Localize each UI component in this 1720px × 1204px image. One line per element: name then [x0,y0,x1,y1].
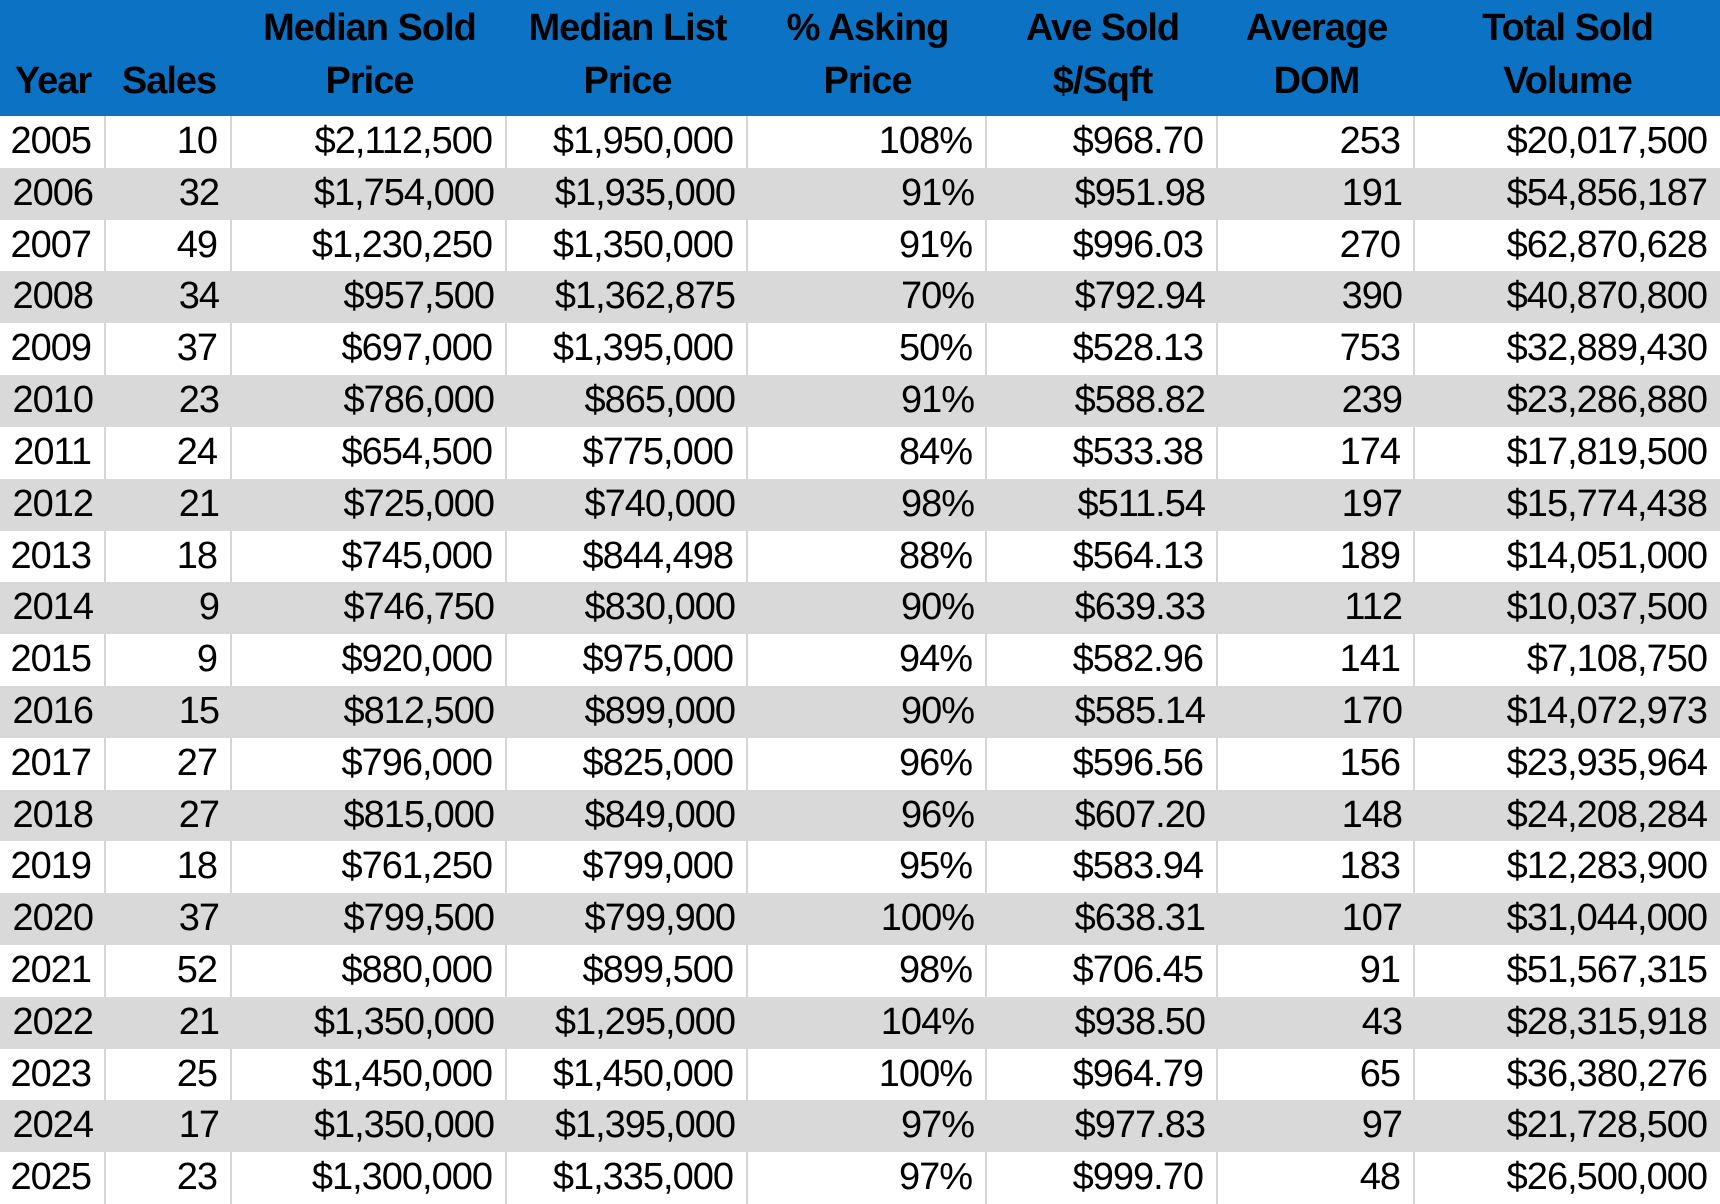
table-cell: 2021 [0,945,106,997]
table-cell: $899,000 [584,689,735,732]
table-cell: $1,350,000 [507,220,748,272]
table-cell: $725,000 [343,482,494,525]
table-cell: $583.94 [987,841,1218,893]
table-cell: 27 [106,738,232,790]
table-cell: 390 [1341,275,1402,318]
table-cell: $1,362,875 [554,275,735,318]
table-row [0,686,1720,738]
table-cell: $1,450,000 [507,1049,748,1101]
table-cell: 174 [1218,427,1415,479]
column-header-median-sold-price [232,0,507,116]
table-cell: 2006 [12,171,93,214]
table-cell: 183 [1218,841,1415,893]
table-cell: 197 [1341,482,1402,525]
table-cell: 98% [748,945,987,997]
table-cell: $1,950,000 [507,116,748,168]
column-header-sales [106,0,232,116]
table-cell: 50% [748,323,987,375]
table-cell: 49 [106,220,232,272]
table-cell: $745,000 [232,531,507,583]
table-cell: $938.50 [1074,1000,1205,1043]
column-header-year [0,0,106,116]
table-cell: $1,350,000 [313,1104,494,1147]
table-cell: $31,044,000 [1506,897,1707,940]
table-cell: $796,000 [232,738,507,790]
table-row [0,271,1720,323]
table-row [0,375,1720,427]
table-cell: $957,500 [343,275,494,318]
table-body [0,116,1720,1204]
table-cell: 253 [1218,116,1415,168]
table-cell: 141 [1218,634,1415,686]
column-header-line1: Median Sold [263,7,476,49]
table-cell: $830,000 [584,586,735,629]
column-header-pct-asking-price [748,0,987,116]
table-cell: $528.13 [987,323,1218,375]
table-cell: $51,567,315 [1506,949,1707,991]
column-header-line1: % Asking [786,7,949,49]
table-cell: 37 [106,323,232,375]
table-cell: 2024 [12,1104,93,1147]
table-cell: 95% [748,841,987,893]
table-cell: 17 [178,1104,219,1147]
table-cell: 104% [880,1000,974,1043]
table-cell: 18 [106,531,232,583]
table-cell: 91% [748,220,987,272]
table-cell: $20,017,500 [1506,120,1707,162]
table-cell: 2007 [0,220,106,272]
table-row [0,893,1720,945]
table-cell: $32,889,430 [1506,327,1707,370]
column-header-line1: Total Sold [1482,7,1653,49]
table-row [0,582,1720,634]
table-cell: 23 [178,379,219,422]
column-header-line1: Average [1245,7,1388,49]
table-cell: 32 [178,171,219,214]
table-cell: $697,000 [232,323,507,375]
table-cell: 2022 [12,1000,93,1043]
table-cell: $21,728,500 [1506,1104,1707,1147]
table-cell: 189 [1218,531,1415,583]
table-cell: 18 [106,841,232,893]
table-cell: $15,774,438 [1506,482,1707,525]
table-cell: $564.13 [987,531,1218,583]
table-cell: 112 [1344,586,1402,629]
table-cell: $968.70 [987,116,1218,168]
table-cell: 2017 [0,738,106,790]
table-cell: 23 [106,1152,232,1204]
table-cell: $844,498 [507,531,748,583]
table-cell: 90% [900,586,974,629]
table-cell: $786,000 [343,379,494,422]
table-cell: $775,000 [507,427,748,479]
table-cell: $799,500 [343,897,494,940]
table-cell: $7,108,750 [1526,638,1707,681]
table-cell: $1,450,000 [232,1049,507,1101]
table-cell: 191 [1341,171,1402,214]
table-cell: 88% [748,531,987,583]
table-cell: $588.82 [1074,379,1205,422]
table-row [0,220,1720,272]
table-cell: $1,935,000 [554,171,735,214]
table-cell: 100% [880,897,974,940]
table-row [0,945,1720,997]
table-cell: 96% [748,738,987,790]
table-cell: $596.56 [987,738,1218,790]
table-cell: 15 [178,689,219,732]
table-cell: 2011 [0,427,106,479]
column-header-line2: Price [325,60,414,102]
column-header-line1: Ave Sold [1025,7,1180,49]
table-row [0,841,1720,893]
table-cell: 239 [1341,379,1402,422]
table-cell: $799,000 [507,841,748,893]
table-row [0,1152,1720,1204]
table-cell: $1,300,000 [232,1152,507,1204]
table-cell: 34 [178,275,219,318]
table-cell: 2025 [0,1152,106,1204]
table-cell: $2,112,500 [232,116,507,168]
table-cell: 48 [1218,1152,1415,1204]
table-cell: 91 [1218,945,1415,997]
table-cell: 91% [900,171,974,214]
table-cell: $23,286,880 [1506,379,1707,422]
table-cell: $582.96 [987,634,1218,686]
table-cell: $511.54 [1077,482,1205,525]
table-cell: 108% [748,116,987,168]
table-cell: $639.33 [1074,586,1205,629]
table-header-row [0,0,1720,116]
table-cell: $14,072,973 [1506,689,1707,732]
table-cell: 148 [1341,793,1402,836]
table-cell: 97% [748,1152,987,1204]
table-cell: 170 [1341,689,1402,732]
table-cell: $792.94 [1074,275,1205,318]
column-header-line2: DOM [1273,60,1360,102]
table-row [0,1049,1720,1101]
table-cell: $638.31 [1074,897,1205,940]
table-cell: $36,380,276 [1506,1052,1707,1095]
table-cell: 2020 [12,897,93,940]
table-cell: $951.98 [1074,171,1205,214]
table-cell: $24,208,284 [1506,793,1707,836]
column-header-line2: Volume [1503,60,1632,102]
table-cell: $654,500 [232,427,507,479]
table-row [0,116,1720,168]
table-cell: $26,500,000 [1506,1156,1707,1199]
table-cell: 2015 [0,634,106,686]
table-cell: $899,500 [507,945,748,997]
column-header-ave-sold-per-sqft [987,0,1218,116]
table-cell: 27 [178,793,219,836]
table-cell: $761,250 [232,841,507,893]
column-header-average-dom [1218,0,1415,116]
table-cell: $23,935,964 [1506,741,1707,784]
table-row [0,738,1720,790]
table-cell: $14,051,000 [1506,534,1707,577]
table-cell: 70% [900,275,974,318]
column-header-line2: Sales [121,60,217,102]
column-header-median-list-price [507,0,748,116]
table-row [0,427,1720,479]
table-cell: 25 [106,1049,232,1101]
table-cell: $10,037,500 [1506,586,1707,629]
table-cell: $999.70 [987,1152,1218,1204]
table-cell: 2013 [0,531,106,583]
table-cell: $746,750 [343,586,494,629]
table-cell: 2014 [12,586,93,629]
table-cell: $849,000 [584,793,735,836]
table-cell: 2019 [0,841,106,893]
table-cell: 52 [106,945,232,997]
table-cell: 9 [106,634,232,686]
table-cell: 21 [178,482,219,525]
table-cell: $706.45 [987,945,1218,997]
table-cell: $1,395,000 [554,1104,735,1147]
table-cell: $996.03 [987,220,1218,272]
table-cell: 2010 [12,379,93,422]
table-cell: 156 [1218,738,1415,790]
table-cell: 9 [198,586,219,629]
table-cell: $1,295,000 [554,1000,735,1043]
table-cell: 84% [748,427,987,479]
table-cell: $799,900 [584,897,735,940]
table-cell: 2009 [0,323,106,375]
table-cell: 65 [1218,1049,1415,1101]
table-cell: $1,350,000 [313,1000,494,1043]
table-cell: $740,000 [584,482,735,525]
table-cell: $812,500 [343,689,494,732]
column-header-total-sold-volume [1415,0,1720,116]
table-cell: 2018 [12,793,93,836]
table-cell: 97% [900,1104,974,1147]
table-cell: 10 [106,116,232,168]
table-cell: $964.79 [987,1049,1218,1101]
table-cell: 43 [1361,1000,1402,1043]
table-cell: 96% [900,793,974,836]
table-cell: $1,335,000 [507,1152,748,1204]
table-cell: 37 [178,897,219,940]
table-cell: $40,870,800 [1506,275,1707,318]
table-cell: 753 [1218,323,1415,375]
table-cell: $12,283,900 [1506,845,1707,888]
table-cell: $62,870,628 [1506,223,1707,266]
column-header-line2: Price [583,60,672,102]
table-row [0,997,1720,1049]
table-cell: 270 [1218,220,1415,272]
table-cell: $585.14 [1074,689,1205,732]
table-cell: $977.83 [1074,1104,1205,1147]
table-cell: $1,754,000 [313,171,494,214]
column-header-line2: Year [14,60,92,102]
table-row [0,1100,1720,1152]
table-cell: $533.38 [987,427,1218,479]
table-cell: 21 [178,1000,219,1043]
table-cell: $880,000 [232,945,507,997]
column-header-line2: $/Sqft [1052,60,1153,102]
table-cell: 98% [900,482,974,525]
table-cell: $1,395,000 [507,323,748,375]
table-cell: 94% [748,634,987,686]
table-cell: $825,000 [507,738,748,790]
table-cell: $920,000 [232,634,507,686]
table-row [0,168,1720,220]
table-row [0,323,1720,375]
table-cell: 2012 [12,482,93,525]
table-cell: 107 [1341,897,1402,940]
table-cell: 90% [900,689,974,732]
table-cell: $815,000 [343,793,494,836]
table-cell: $28,315,918 [1506,1000,1707,1043]
table-row [0,531,1720,583]
table-cell: $865,000 [584,379,735,422]
table-row [0,790,1720,842]
table-row [0,479,1720,531]
table-row [0,634,1720,686]
table-cell: 2005 [0,116,106,168]
column-header-line2: Price [823,60,912,102]
table-cell: 2008 [12,275,93,318]
table-cell: 97 [1361,1104,1402,1147]
table-cell: 2016 [12,689,93,732]
column-header-line1: Median List [528,7,727,49]
table-cell: 2023 [0,1049,106,1101]
table-cell: 91% [900,379,974,422]
table-cell: $975,000 [507,634,748,686]
table-cell: $1,230,250 [232,220,507,272]
table-cell: $54,856,187 [1506,171,1707,214]
table-cell: $607.20 [1074,793,1205,836]
table-cell: $17,819,500 [1506,430,1707,473]
table-cell: 24 [106,427,232,479]
table-cell: 100% [748,1049,987,1101]
